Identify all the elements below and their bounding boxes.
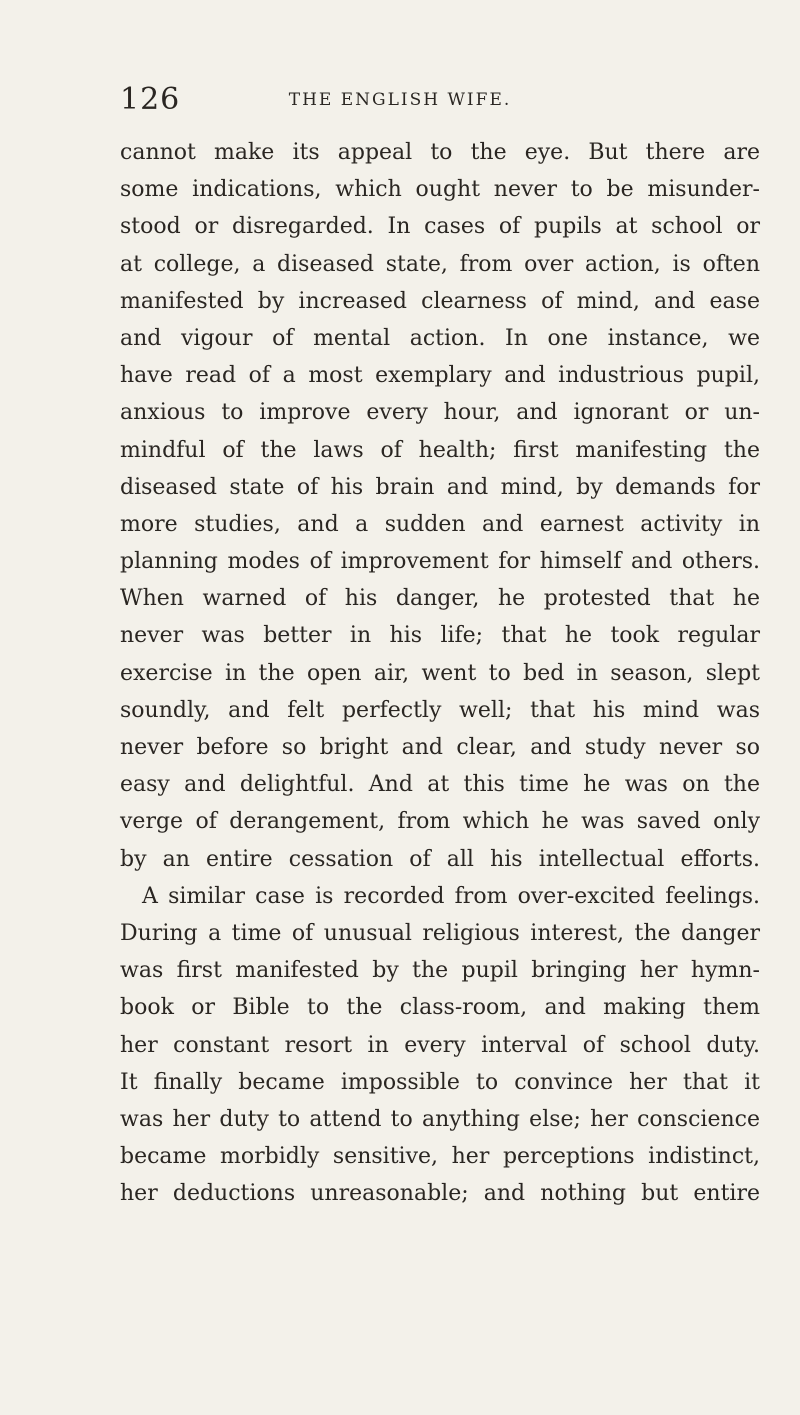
text-line: never before so bright and clear, and study never so [120,735,760,760]
text-line: During a time of unusual religious interest, the danger [120,920,760,946]
text-line: have read of a most exemplary and industrious pupil, [120,363,760,389]
text-line: exercise in the open air, went to bed in season, slept [120,660,760,686]
text-line: mindful of the laws of health; first manifesting the [120,437,760,463]
text-line: became morbidly sensitive, her perceptions indistinct, [120,1144,760,1170]
text-line: some indications, which ought never to be misunder- [120,177,760,203]
text-line: anxious to improve every hour, and ignorant or un- [120,400,760,426]
text-line: manifested by increased clearness of mind, and ease [120,288,760,314]
text-line: by an entire cessation of all his intellectual efforts. [120,846,760,872]
text-line: and vigour of mental action. In one instance, we [120,325,760,351]
page-number: 126 [120,82,181,117]
text-line: When warned of his danger, he protested that he [120,586,760,612]
text-line: more studies, and a sudden and earnest activity in [120,511,760,537]
text-line: diseased state of his brain and mind, by demands for [120,474,760,500]
text-line: book or Bible to the class-room, and making them [120,995,760,1021]
text-line: It finally became impossible to convince her that it [120,1069,760,1095]
text-line: stood or disregarded. In cases of pupils at school or [120,214,760,240]
running-head: THE ENGLISH WIFE. [288,90,512,110]
text-line: at college, a diseased state, from over action, is often [120,251,760,277]
body-text [120,134,760,1212]
text-line: her deductions unreasonable; and nothing but entire [120,1181,760,1207]
text-line: was first manifested by the pupil bringing her hymn- [120,958,760,984]
text-line: never was better in his life; that he took regular [120,623,760,649]
text-line: A similar case is recorded from over-excited feelings. [142,883,760,909]
text-line: was her duty to attend to anything else; her conscience [120,1106,760,1132]
text-line: verge of derangement, from which he was saved only [120,809,760,835]
text-line: easy and delightful. And at this time he was on the [120,772,760,798]
text-line: planning modes of improvement for himself and others. [120,549,760,575]
text-line: soundly, and felt perfectly well; that his mind was [120,697,760,723]
text-line: cannot make its appeal to the eye. But there are [120,140,760,165]
page-header [0,82,800,122]
text-line: her constant resort in every interval of school duty. [120,1032,760,1058]
